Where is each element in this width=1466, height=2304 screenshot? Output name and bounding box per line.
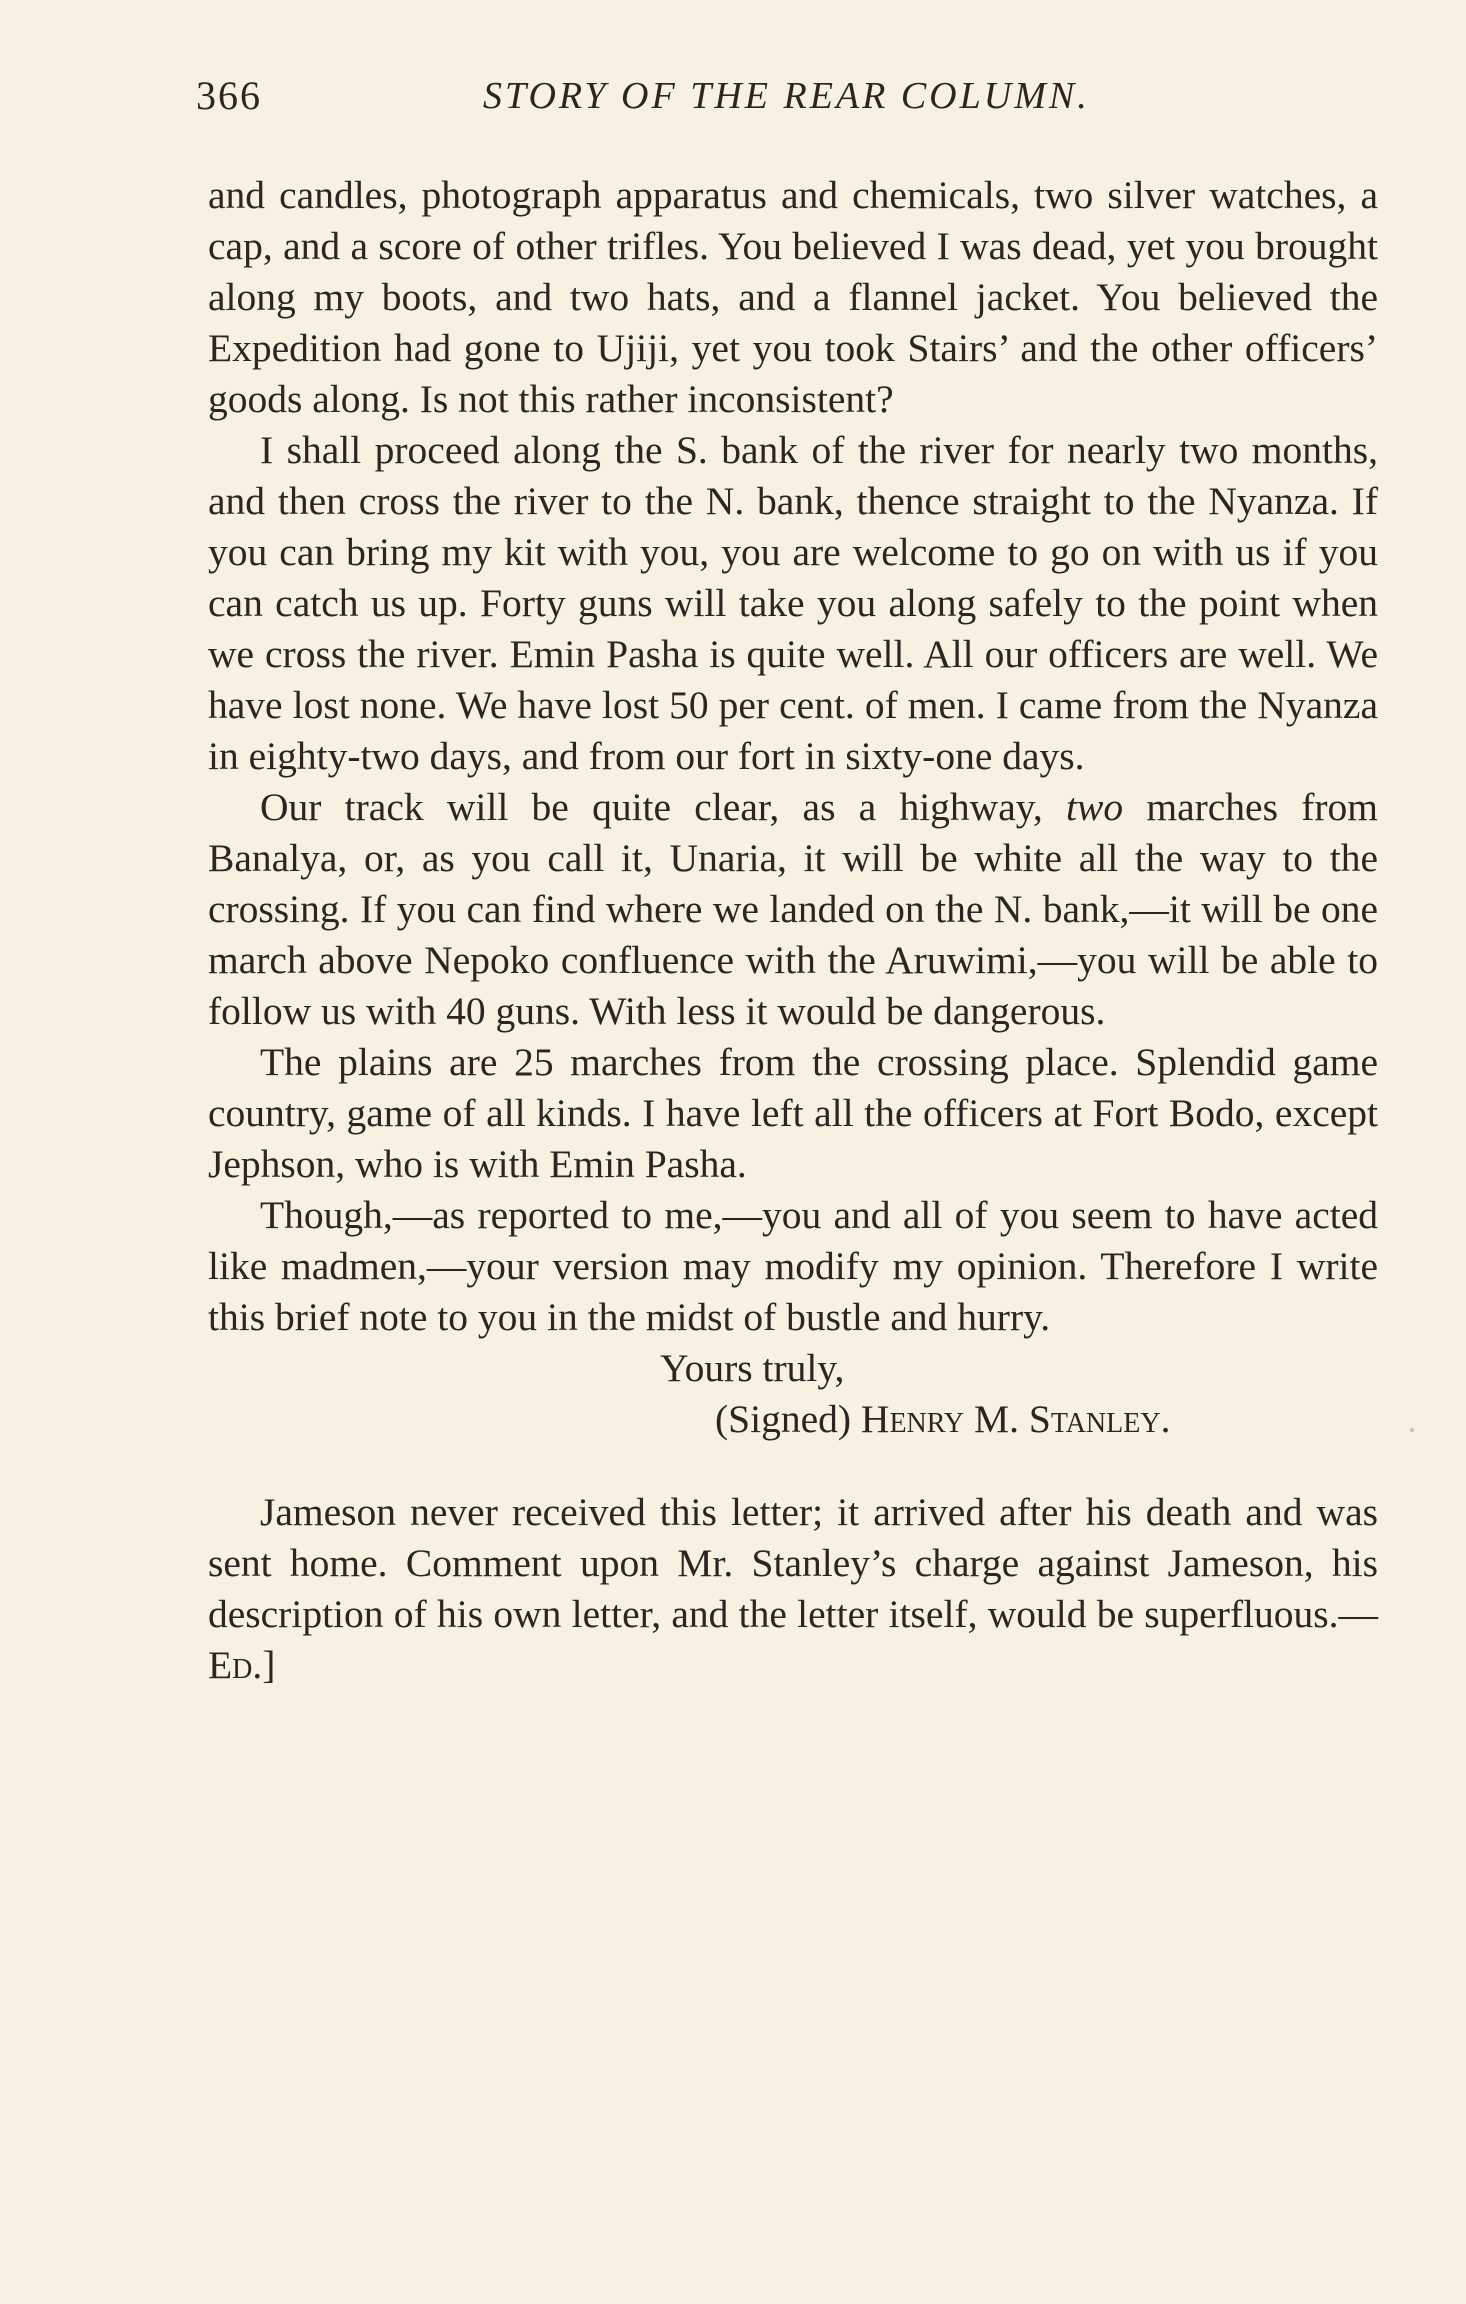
letter-paragraph-3	[208, 782, 1378, 1037]
closing-bracket: ]	[262, 1643, 276, 1687]
editor-note-text: Jameson never received this letter; it arrived after his death and was sent home. Comment upon Mr. Stanley’s charge against Jameson, his description of his own letter, and the letter itself, would be superfluous.—	[208, 1490, 1378, 1636]
letter-signature	[208, 1394, 1378, 1445]
page-number: 366	[196, 73, 262, 118]
letter-paragraph-2: I shall proceed along the S. bank of the river for nearly two months, and then cross the river to the N. bank, thence straight to the Nyanza. If you can bring my kit with you, you are welcome to go on with us if you can catch us up. Forty guns will take you along safely to the point when we cross the river. Emin Pasha is quite well. All our officers are well. We have lost none. We have lost 50 per cent. of men. I came from the Nyanza in eighty-two days, and from our fort in sixty-one days.	[208, 428, 1378, 778]
signer-name: Henry M. Stanley.	[860, 1397, 1171, 1441]
paragraph-3-text-start: Our track will be quite clear, as a highway,	[260, 785, 1067, 829]
letter-body	[208, 170, 1378, 1691]
emphasized-word: two	[1066, 785, 1124, 829]
editor-note	[208, 1487, 1378, 1691]
running-head	[196, 72, 1376, 132]
paragraph-3-text-end: marches from Banalya, or, as you call it, Unaria, it will be white all the way to the crossing. If you can find where we landed on the N. bank,—it will be one march above Nepoko confluence with the Aruwimi,—you will be able to follow us with 40 guns. With less it would be dangerous.	[208, 785, 1378, 1033]
paper-speck	[1410, 1428, 1414, 1432]
letter-paragraph-5: Though,—as reported to me,—you and all of you seem to have acted like madmen,—your version may modify my opinion. Therefore I write this brief note to you in the midst of bustle and hurry.	[208, 1193, 1378, 1339]
letter-paragraph-4: The plains are 25 marches from the crossing place. Splendid game country, game of all kinds. I have left all the officers at Fort Bodo, except Jephson, who is with Emin Pasha.	[208, 1040, 1378, 1186]
editor-initials: Ed.	[208, 1643, 263, 1687]
letter-closing: Yours truly,	[660, 1346, 845, 1390]
book-title: STORY OF THE REAR COLUMN.	[483, 75, 1090, 117]
letter-paragraph-1: and candles, photograph apparatus and chemicals, two silver watches, a cap, and a score of other trifles. You believed I was dead, yet you brought along my boots, and two hats, and a flannel jacket. You believed the Expedition had gone to Ujiji, yet you took Stairs’ and the other officers’ goods along. Is not this rather inconsistent?	[208, 173, 1378, 421]
signed-prefix: (Signed)	[715, 1397, 861, 1441]
